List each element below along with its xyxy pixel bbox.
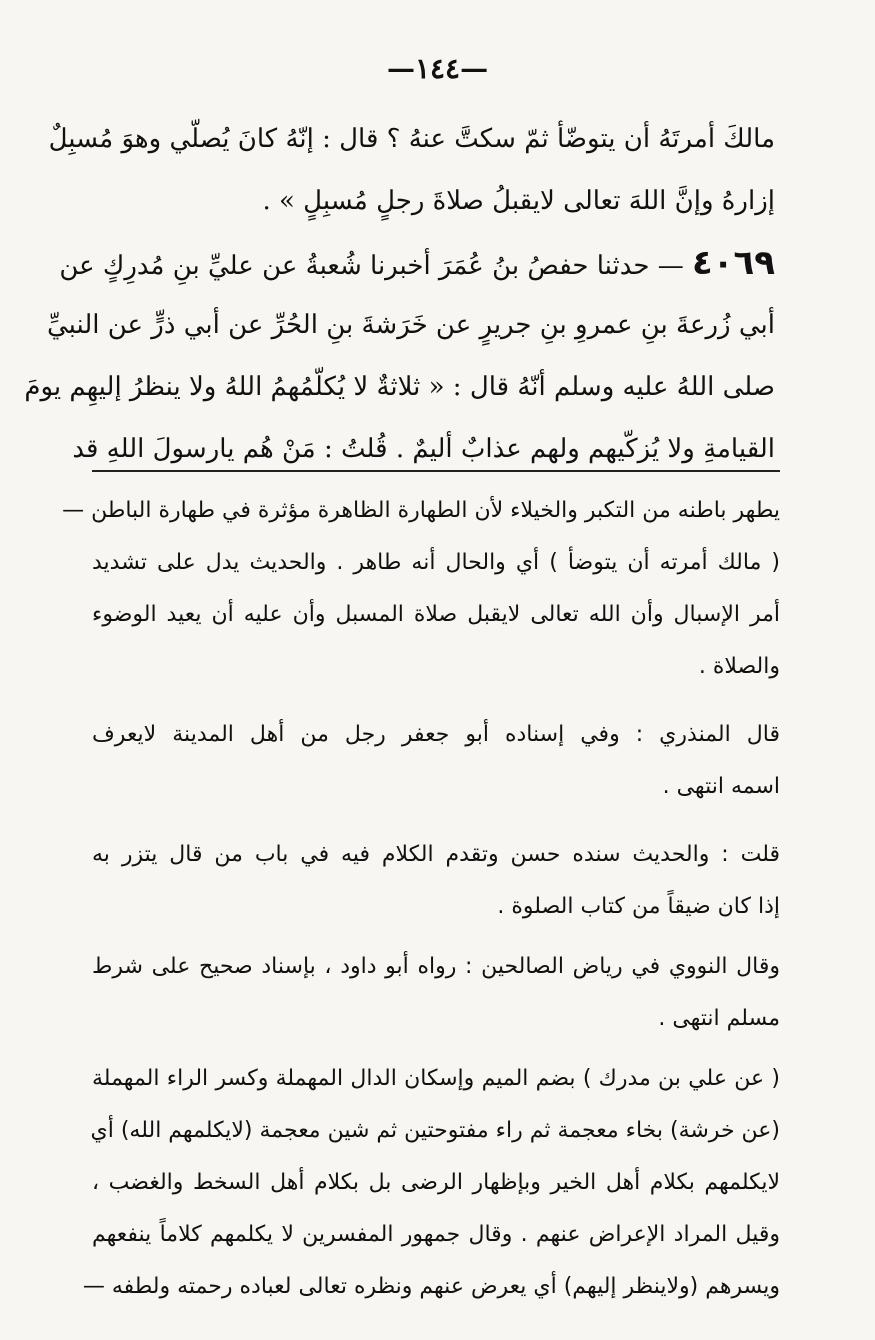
hadith-line: القيامةِ ولا يُزكّيهم ولهم عذابٌ أليمٌ . قُلتُ : مَنْ هُم يارسولَ اللهِ قد — [72, 434, 775, 464]
commentary-line: أمر الإسبال وأن الله تعالى لايقبل صلاة المسبل وأن عليه أن يعيد الوضوء — [92, 602, 780, 627]
commentary-line: إذا كان ضيقاً من كتاب الصلوة . — [497, 894, 780, 919]
paragraph-gap — [92, 693, 780, 709]
commentary-line: يطهر باطنه من التكبر والخيلاء لأن الطهارة الظاهرة مؤثرة في طهارة الباطن — — [62, 498, 780, 523]
hadith-line: أبي زُرعةَ بنِ عمروِ بنِ جريرٍ عن خَرَشةَ بنِ الحُرِّ عن أبي ذرٍّ عن النبيِّ — [46, 310, 775, 340]
commentary-line: وقال النووي في رياض الصالحين : رواه أبو داود ، بإسناد صحيح على شرط — [92, 954, 780, 979]
page-number: —١٤٤— — [386, 52, 489, 85]
hadith-line: إزارهُ وإنَّ اللهَ تعالى لايقبلُ صلاةَ رجلٍ مُسبِلٍ » . — [262, 186, 775, 216]
commentary-line: ( مالك أمرته أن يتوضأ ) أي والحال أنه طاهر . والحديث يدل على تشديد — [92, 550, 780, 575]
footnote-divider — [92, 470, 780, 472]
hadith-line-text: — حدثنا حفصُ بنُ عُمَرَ أخبرنا شُعبةُ عن عليِّ بنِ مُدرِكٍ عن — [59, 251, 684, 281]
hadith-line: صلى اللهُ عليه وسلم أنّهُ قال : « ثلاثةٌ لا يُكلّمُهمُ اللهُ ولا ينظرُ إليهِم يومَ — [24, 372, 775, 402]
paragraph-gap — [92, 933, 780, 941]
commentary-line: والصلاة . — [698, 654, 780, 679]
hadith-line: مالكَ أمرتَهُ أن يتوضّأ ثمّ سكتَّ عنهُ ؟ قال : إنّهُ كانَ يُصلّي وهوَ مُسبِلٌ — [48, 124, 775, 154]
hadith-text — [24, 108, 775, 480]
commentary-line: ويسرهم (ولاينظر إليهم) أي يعرض عنهم ونظره تعالى لعباده رحمته ولطفه — — [82, 1274, 780, 1299]
commentary-line: ( عن علي بن مدرك ) بضم الميم وإسكان الدال المهملة وكسر الراء المهملة — [92, 1066, 780, 1091]
commentary-text — [62, 485, 780, 1313]
paragraph-gap — [92, 813, 780, 829]
commentary-line: مسلم انتهى . — [658, 1006, 780, 1031]
hadith-number: ٤٠٦٩ — [691, 243, 775, 283]
commentary-line: (عن خرشة) بخاء معجمة ثم راء مفتوحتين ثم شين معجمة (لايكلمهم الله) أي — [90, 1118, 780, 1143]
hadith-line-numbered — [59, 232, 775, 294]
commentary-line: وقيل المراد الإعراض عنهم . وقال جمهور المفسرين لا يكلمهم كلاماً ينفعهم — [92, 1222, 780, 1247]
commentary-line: لايكلمهم بكلام أهل الخير وبإظهار الرضى بل بكلام أهل السخط والغضب ، — [92, 1170, 780, 1195]
paragraph-gap — [92, 1045, 780, 1053]
commentary-line: اسمه انتهى . — [662, 774, 780, 799]
commentary-line: قال المنذري : وفي إسناده أبو جعفر رجل من أهل المدينة لايعرف — [92, 722, 780, 747]
commentary-line: قلت : والحديث سنده حسن وتقدم الكلام فيه في باب من قال يتزر به — [92, 842, 780, 867]
